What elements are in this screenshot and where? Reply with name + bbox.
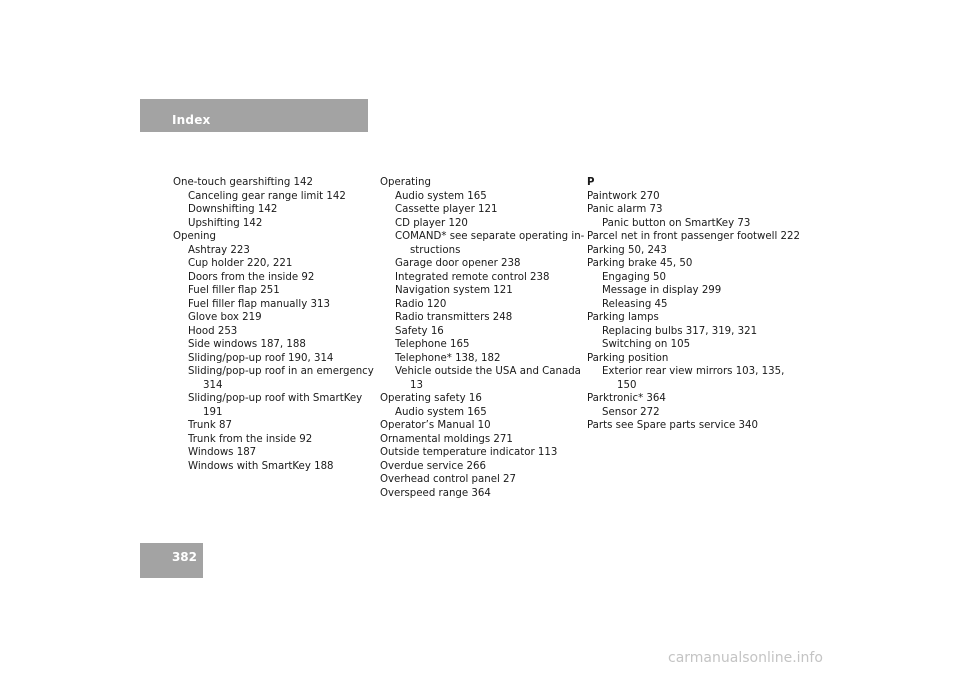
index-column-2: [380, 176, 585, 500]
watermark-text: carmanualsonline.info: [668, 650, 823, 666]
index-entry: Glove box 219: [188, 312, 262, 323]
index-entry: Doors from the inside 92: [188, 271, 315, 283]
index-entry: Audio system 165: [395, 406, 487, 418]
index-entry: Cup holder 220, 221: [188, 258, 293, 269]
index-entry: Cassette player 121: [395, 204, 498, 215]
index-entry: COMAND* see separate operating in-: [395, 231, 585, 242]
index-entry: Windows with SmartKey 188: [188, 460, 334, 472]
index-entry: Parking brake 45, 50: [587, 258, 693, 269]
index-entry: Opening: [173, 231, 216, 242]
page-number: 382: [171, 550, 197, 564]
index-entry: Sensor 272: [602, 406, 660, 418]
index-entry: structions: [410, 244, 461, 256]
index-entry: Releasing 45: [602, 298, 668, 310]
index-entry: Operating safety 16: [380, 393, 482, 404]
index-entry: Message in display 299: [602, 285, 722, 296]
index-entry: Fuel filler flap 251: [188, 285, 280, 296]
index-entry: Upshifting 142: [188, 217, 263, 229]
index-entry: Panic button on SmartKey 73: [602, 217, 751, 229]
index-letter-heading: P: [587, 177, 595, 188]
index-entry: Canceling gear range limit 142: [188, 190, 346, 202]
index-entry: 314: [203, 379, 223, 391]
index-entry: Trunk from the inside 92: [188, 433, 313, 445]
index-entry: Telephone 165: [395, 339, 470, 350]
index-column-3: [587, 176, 800, 433]
page-number-box: [140, 543, 203, 578]
index-entry: Sliding/pop-up roof 190, 314: [188, 352, 334, 364]
index-entry: Overhead control panel 27: [380, 474, 517, 485]
index-entry: Garage door opener 238: [395, 258, 521, 269]
index-entry: Downshifting 142: [188, 204, 278, 215]
index-entry: Operator’s Manual 10: [380, 420, 491, 431]
index-entry: Overdue service 266: [380, 460, 486, 472]
index-entry: Switching on 105: [602, 339, 691, 350]
index-entry: Navigation system 121: [395, 285, 513, 296]
index-entry: Parking position: [587, 352, 669, 364]
index-entry: Ashtray 223: [188, 244, 250, 256]
index-entry: Parts see Spare parts service 340: [587, 420, 758, 431]
index-entry: Parcel net in front passenger footwell 222: [587, 231, 800, 242]
index-entry: 150: [617, 379, 637, 391]
index-entry: Radio transmitters 248: [395, 312, 513, 323]
index-entry: Radio 120: [395, 298, 447, 310]
index-entry: Fuel filler flap manually 313: [188, 298, 330, 310]
index-entry: Replacing bulbs 317, 319, 321: [602, 325, 758, 337]
index-entry: Paintwork 270: [587, 190, 660, 202]
index-entry: Sliding/pop-up roof with SmartKey: [188, 393, 363, 404]
index-entry: Vehicle outside the USA and Canada: [395, 366, 581, 377]
index-entry: Parking 50, 243: [587, 244, 667, 256]
index-entry: Parktronic* 364: [587, 393, 666, 404]
index-entry: Operating: [380, 177, 431, 188]
index-entry: Hood 253: [188, 325, 238, 337]
index-entry: Integrated remote control 238: [395, 271, 550, 283]
index-entry: Sliding/pop-up roof in an emergency: [188, 366, 374, 377]
index-entry: Ornamental moldings 271: [380, 433, 513, 445]
index-entry: CD player 120: [395, 217, 468, 229]
index-entry: Engaging 50: [602, 271, 667, 283]
index-entry: Trunk 87: [188, 420, 232, 431]
index-entry: Windows 187: [188, 447, 257, 458]
index-entry: Parking lamps: [587, 312, 659, 323]
index-entry: Telephone* 138, 182: [395, 352, 501, 364]
index-entry: Overspeed range 364: [380, 487, 491, 499]
section-title: Index: [172, 113, 211, 127]
index-entry: 191: [203, 406, 223, 418]
index-entry: 13: [410, 379, 423, 391]
index-entry: One-touch gearshifting 142: [173, 177, 313, 188]
index-entry: Exterior rear view mirrors 103, 135,: [602, 366, 785, 377]
index-column-1: [173, 176, 373, 473]
section-header-bar: [140, 99, 368, 132]
index-entry: Outside temperature indicator 113: [380, 447, 558, 458]
index-entry: Side windows 187, 188: [188, 339, 306, 350]
index-entry: Audio system 165: [395, 190, 487, 202]
index-entry: Safety 16: [395, 325, 444, 337]
index-entry: Panic alarm 73: [587, 204, 663, 215]
